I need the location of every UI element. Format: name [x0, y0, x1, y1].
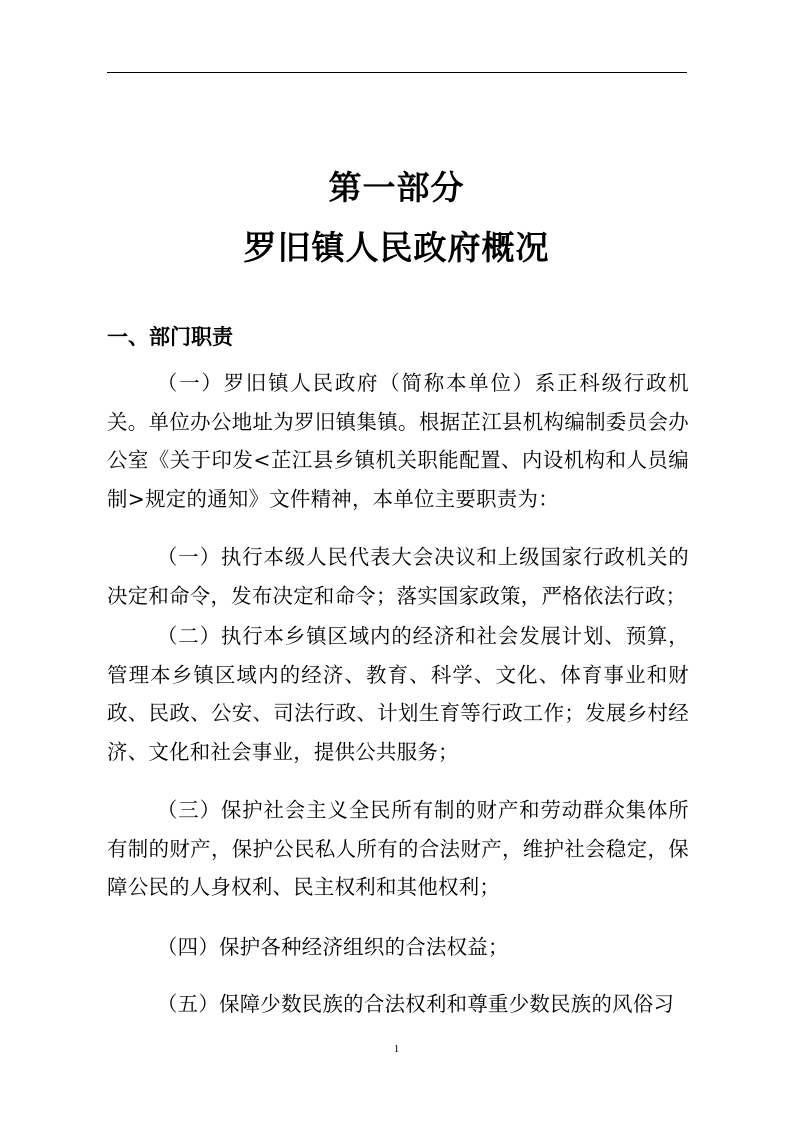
- paragraph-duty-2: （二）执行本乡镇区域内的经济和社会发展计划、预算，管理本乡镇区域内的经济、教育、科学、文化、体育事业和财政、民政、公安、司法行政、计划生育等行政工作；发展乡村经济、文化和社会事业，提供公共服务；: [107, 624, 689, 765]
- page-number: 1: [393, 1043, 400, 1055]
- paragraph-duty-1: （一）执行本级人民代表大会决议和上级国家行政机关的决定和命令，发布决定和命令；落实国家政策，严格依法行政；: [107, 545, 689, 608]
- paragraph-duty-4: （四）保护各种经济组织的合法权益；: [156, 935, 509, 959]
- header-rule: [107, 72, 687, 73]
- section-heading: 一、部门职责: [107, 325, 233, 349]
- paragraph-duty-3: （三）保护社会主义全民所有制的财产和劳动群众集体所有制的财产，保护公民私人所有的合法财产，维护社会稳定，保障公民的人身权利、民主权利和其他权利；: [107, 798, 689, 900]
- paragraph-intro: （一）罗旧镇人民政府（简称本单位）系正科级行政机关。单位办公地址为罗旧镇集镇。根据芷江县机构编制委员会办公室《关于印发<芷江县乡镇机关职能配置、内设机构和人员编制>规定的通知》文件精神，本单位主要职责为：: [107, 371, 689, 512]
- part-title: 第一部分: [328, 168, 465, 207]
- paragraph-duty-5: （五）保障少数民族的合法权利和尊重少数民族的风俗习: [156, 992, 675, 1016]
- document-title: 罗旧镇人民政府概况: [243, 228, 550, 267]
